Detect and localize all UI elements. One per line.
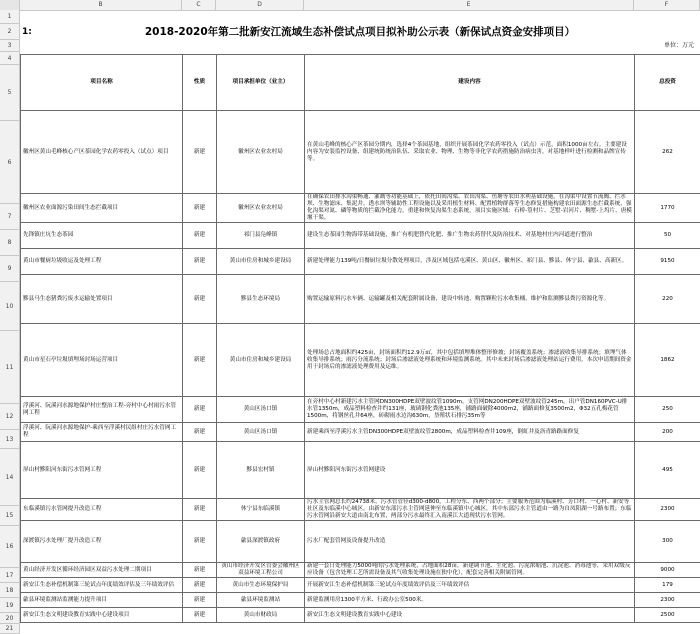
cell-project-name[interactable]: 歙县环境监测站监测能力提升项目 xyxy=(21,593,183,608)
cell-owner[interactable]: 黄山区汤口镇 xyxy=(217,397,305,423)
row-number[interactable]: 11 xyxy=(0,331,20,404)
cell-investment[interactable]: 2300 xyxy=(635,499,700,521)
table-row xyxy=(21,397,700,423)
row-number[interactable]: 2 xyxy=(0,24,20,40)
cell-investment[interactable]: 1862 xyxy=(635,324,700,397)
table-row xyxy=(21,578,700,593)
table-row xyxy=(21,563,700,578)
cell-nature[interactable]: 新建 xyxy=(183,249,217,275)
row-number[interactable]: 4 xyxy=(0,52,20,65)
cell-content[interactable]: 新建监测用房1300平方米、行政办公室500米。 xyxy=(305,593,635,608)
cell-investment[interactable]: 50 xyxy=(635,223,700,249)
cell-owner[interactable]: 黄山市生态环境保护局 xyxy=(217,578,305,593)
cell-content[interactable]: 新建处理能力139吨/日餐厨垃圾分散处理项目，涉及区域包括屯溪区、黄山区、徽州区、祁门县、黟县、休宁县、歙县、高新区。 xyxy=(305,249,635,275)
cell-nature[interactable]: 新建 xyxy=(183,275,217,324)
cell-investment[interactable]: 495 xyxy=(635,442,700,499)
cell-content[interactable]: 建设生态茶园生物海带基础设施，推广有机肥替代化肥、推广生物农药替代及防治技术、对基地村庄内河道进行整治 xyxy=(305,223,635,249)
cell-owner[interactable]: 黄山市财政局 xyxy=(217,608,305,623)
cell-nature[interactable]: 新建 xyxy=(183,593,217,608)
cell-nature[interactable]: 新建 xyxy=(183,608,217,623)
column-header-b[interactable]: B xyxy=(20,0,182,10)
row-number[interactable]: 17 xyxy=(0,568,20,583)
table-row xyxy=(21,423,700,442)
row-number[interactable]: 7 xyxy=(0,204,20,230)
cell-investment[interactable]: 2300 xyxy=(635,593,700,608)
row-number[interactable]: 8 xyxy=(0,230,20,256)
cell-nature[interactable]: 新建 xyxy=(183,499,217,521)
row-number[interactable]: 16 xyxy=(0,526,20,568)
column-header-e[interactable]: E xyxy=(304,0,634,10)
row-number[interactable]: 21 xyxy=(0,624,20,634)
cell-project-name[interactable]: 先锋镇庄坑生态茶园 xyxy=(21,223,183,249)
cell-content[interactable]: 开展新安江生态补偿机制第三轮试点年度绩效评估及三年绩效评估 xyxy=(305,578,635,593)
cell-nature[interactable]: 新建 xyxy=(183,194,217,223)
cell-owner[interactable]: 黄山市经济开发区管委会徽州区双益环境工程公司 xyxy=(217,563,305,578)
header-nature[interactable]: 性质 xyxy=(183,55,217,111)
cell-project-name[interactable]: 新安江生态文明建设教育实践中心建设项目 xyxy=(21,608,183,623)
cell-investment[interactable]: 200 xyxy=(635,423,700,442)
cell-investment[interactable]: 220 xyxy=(635,275,700,324)
cell-content[interactable]: 在确保农田排水沟渠畅通、灌溉等功能基础上，依托田间沟渠、农田沟渠、鱼塘等农田水利基础设施，在沟渠中设置节流阀、拦水坝、生物滤床、集泥井、透水坝等辅助性工程设施以及采用植生材料、配置植物群落等生态修复措施构建农田面源生态拦截系统，强化沟渠对氮、磷等物质的拦截净化能力，重建和恢复沟渠生态系统。项目实施区域：石桥-篁村片、芝墅-岩河片、稠墅-上坞片、唐模堰干渠。 xyxy=(305,194,635,223)
cell-investment[interactable]: 262 xyxy=(635,111,700,194)
row-number[interactable]: 3 xyxy=(0,40,20,52)
header-owner[interactable]: 项目承担单位（业主） xyxy=(217,55,305,111)
cell-owner[interactable]: 黄山区汤口镇 xyxy=(217,423,305,442)
table-row xyxy=(21,324,700,397)
cell-investment[interactable]: 9000 xyxy=(635,563,700,578)
row-number[interactable]: 6 xyxy=(0,121,20,204)
header-project-name[interactable]: 项目名称 xyxy=(21,55,183,111)
row-number[interactable]: 20 xyxy=(0,613,20,624)
cell-project-name[interactable]: 屏山村黟阳河东街污水管网工程 xyxy=(21,442,183,499)
cell-nature[interactable]: 新建 xyxy=(183,521,217,563)
cell-owner[interactable]: 歙县深渡镇政府 xyxy=(217,521,305,563)
cell-project-name[interactable]: 浮溪河、阮溪河水源地保护-乘西至浮溪村民组村庄污水管网工程 xyxy=(21,423,183,442)
cell-project-name[interactable]: 深渡镇污水处理厂提升改造工程 xyxy=(21,521,183,563)
cell-project-name[interactable]: 徽州区黄山毛峰核心产区茶园化学农药零投入（试点）项目 xyxy=(21,111,183,194)
table-row xyxy=(21,442,700,499)
row-number[interactable]: 18 xyxy=(0,583,20,598)
cell-content[interactable]: 新建乘西至浮溪污水主管DN300HDPE双壁波纹管2800m，成品塑料检查井109座，倒虹井及沥青路路面修复 xyxy=(305,423,635,442)
cell-content[interactable]: 在黄山毛峰的核心产区茶园分期内，选择4个茶园基地，组织开展茶园化学农药零投入（试点）示范，面积1000亩左右。主要建设内容为安装监控设备、组建统防统治队伍、采取农业、物理、生物等非化学农药措施防治病虫害，对基地样叶进行检测和品牌宣传等。 xyxy=(305,111,635,194)
table-row xyxy=(21,249,700,275)
cell-content[interactable]: 处理场总占地面积约425亩，封场面积约12.9万㎡，其中包括填埋堆体整形修坡；封场覆盖系统；渗滤液收集导排系统；填埋气体收集导排系统；雨污分流系统；封场后渗滤液处理系统和环境监测系统。其中未来封场后渗滤液处理站运行费用，本次申请期间资金用于封场后的渗滤液处理费用及运维。 xyxy=(305,324,635,397)
cell-owner[interactable]: 徽州区农业农村局 xyxy=(217,194,305,223)
cell-project-name[interactable]: 黄山市餐厨垃圾收运及处理工程 xyxy=(21,249,183,275)
cell-content[interactable]: 新安江生态文明建设教育实践中心建设 xyxy=(305,608,635,623)
cell-nature[interactable]: 新建 xyxy=(183,442,217,499)
cell-investment[interactable]: 9150 xyxy=(635,249,700,275)
cell-owner[interactable]: 歙县环境监测站 xyxy=(217,593,305,608)
column-header-d[interactable]: D xyxy=(216,0,304,10)
unit-label: 单位：万元 xyxy=(663,42,694,49)
cell-investment[interactable]: 250 xyxy=(635,397,700,423)
row-number[interactable]: 12 xyxy=(0,404,20,430)
cell-content[interactable]: 新建一套日处理能力5000吨的污水处理系统，占地面积28亩，新建调节池、生化池、污泥浓缩池、沉淀池、消毒池等，采用双级反应设备（包含处理工艺所需设备及其气收集处理设施在独中化），配套完善相关附属管网。 xyxy=(305,563,635,578)
cell-project-name[interactable]: 徽州区农业面源污染田间生态拦截项目 xyxy=(21,194,183,223)
cell-owner[interactable]: 徽州区农业农村局 xyxy=(217,111,305,194)
row-number[interactable]: 5 xyxy=(0,65,20,121)
cell-nature[interactable]: 新建 xyxy=(183,423,217,442)
table-row xyxy=(21,111,700,194)
cell-owner[interactable]: 黄山市住房和城乡建设局 xyxy=(217,324,305,397)
row-number[interactable]: 13 xyxy=(0,430,20,449)
cell-nature[interactable]: 新建 xyxy=(183,324,217,397)
cell-nature[interactable]: 新建 xyxy=(183,578,217,593)
table-row xyxy=(21,521,700,563)
cell-owner[interactable]: 祁门县凫峰镇 xyxy=(217,223,305,249)
cell-owner[interactable]: 黄山市住房和城乡建设局 xyxy=(217,249,305,275)
cell-owner[interactable]: 黟县生态环境局 xyxy=(217,275,305,324)
cell-project-name[interactable]: 新安江生态补偿机制第三轮试点年度绩效评估及三年绩效评估 xyxy=(21,578,183,593)
sheet-title: 2018-2020年第二批新安江流域生态补偿试点项目拟补助公示表（新保试点资金安排项目） xyxy=(144,26,576,38)
cell-content[interactable]: 在旁村中心村新建污水主管网DN300HDPE双壁波纹管1090m，支管网DN200HDPE双壁波纹管245m，出户管DN160PVC-U排水管1350m，成品塑料检查井约131座，玻璃钢化粪池135座，铺路面破除4000m2，铺路面修复3500m2，Φ32五孔梅花管1500m，将钢丝孔井64座，砖砌雨水边沟630m，垦殖状石排污35m等 xyxy=(305,397,635,423)
title-prefix: 1: xyxy=(22,27,32,37)
cell-project-name[interactable]: 浮溪河、阮溪河水源地保护村庄整治工程-旁村中心村雨污水管网工程 xyxy=(21,397,183,423)
row-number[interactable]: 15 xyxy=(0,506,20,526)
cell-content[interactable]: 购置运输原料污水车辆、运输罐及相关配套附属设备，建设中转池、购置颗粒污水收集桶、维护和监测黟县粪污资源化等。 xyxy=(305,275,635,324)
header-row xyxy=(21,55,700,111)
cell-nature[interactable]: 新建 xyxy=(183,563,217,578)
row-number[interactable]: 19 xyxy=(0,598,20,613)
cell-content[interactable]: 污水主管网总长约24738米，污水管管径d300-d800，工程分东、西两个部分；主要服务范围为临溪村、芳口村、一心村、新安等社区及东临溪中心城区，由新安东部污水主管网延伸至东临溪镇中心城区，其中东部污水主管道由一路为自凤阳湖一号路布置；东临污水管网沿新安大道由南北布置，两部分污水最终汇入南溪江大道现状污水管网。 xyxy=(305,499,635,521)
cell-project-name[interactable]: 黄山经济开发区循环经济园区双益污水处理二期项目 xyxy=(21,563,183,578)
table-row xyxy=(21,275,700,324)
table-row xyxy=(21,593,700,608)
row-number[interactable]: 1 xyxy=(0,10,20,24)
row-number[interactable]: 10 xyxy=(0,282,20,331)
column-header-bar xyxy=(0,0,700,11)
row-number[interactable]: 14 xyxy=(0,449,20,506)
cell-project-name[interactable]: 东临溪镇污水管网提升改造工程 xyxy=(21,499,183,521)
cell-nature[interactable]: 新建 xyxy=(183,111,217,194)
row-number[interactable]: 9 xyxy=(0,256,20,282)
cell-content[interactable]: 污水厂配套管网及设备提升改造 xyxy=(305,521,635,563)
project-table xyxy=(20,54,700,623)
cell-nature[interactable]: 新建 xyxy=(183,223,217,249)
cell-project-name[interactable]: 黟县马生态猪粪污废水运输处置项目 xyxy=(21,275,183,324)
cell-content[interactable]: 屏山村黟阳河东街污水管网建设 xyxy=(305,442,635,499)
header-content[interactable]: 建设内容 xyxy=(305,55,635,111)
cell-investment[interactable]: 1770 xyxy=(635,194,700,223)
header-investment[interactable]: 总投资 xyxy=(635,55,700,111)
cell-investment[interactable]: 2500 xyxy=(635,608,700,623)
column-header-c[interactable]: C xyxy=(182,0,216,10)
cell-owner[interactable]: 休宁县东临溪镇 xyxy=(217,499,305,521)
table-row xyxy=(21,223,700,249)
cell-nature[interactable]: 新建 xyxy=(183,397,217,423)
cell-project-name[interactable]: 黄山市星石亭垃圾填埋场封场运营项目 xyxy=(21,324,183,397)
cell-investment[interactable]: 179 xyxy=(635,578,700,593)
cell-owner[interactable]: 黟县宏村镇 xyxy=(217,442,305,499)
cell-investment[interactable]: 300 xyxy=(635,521,700,563)
table-row xyxy=(21,194,700,223)
table-row xyxy=(21,499,700,521)
table-row xyxy=(21,608,700,623)
column-header-f[interactable]: F xyxy=(634,0,700,10)
select-all-corner[interactable] xyxy=(0,0,20,10)
